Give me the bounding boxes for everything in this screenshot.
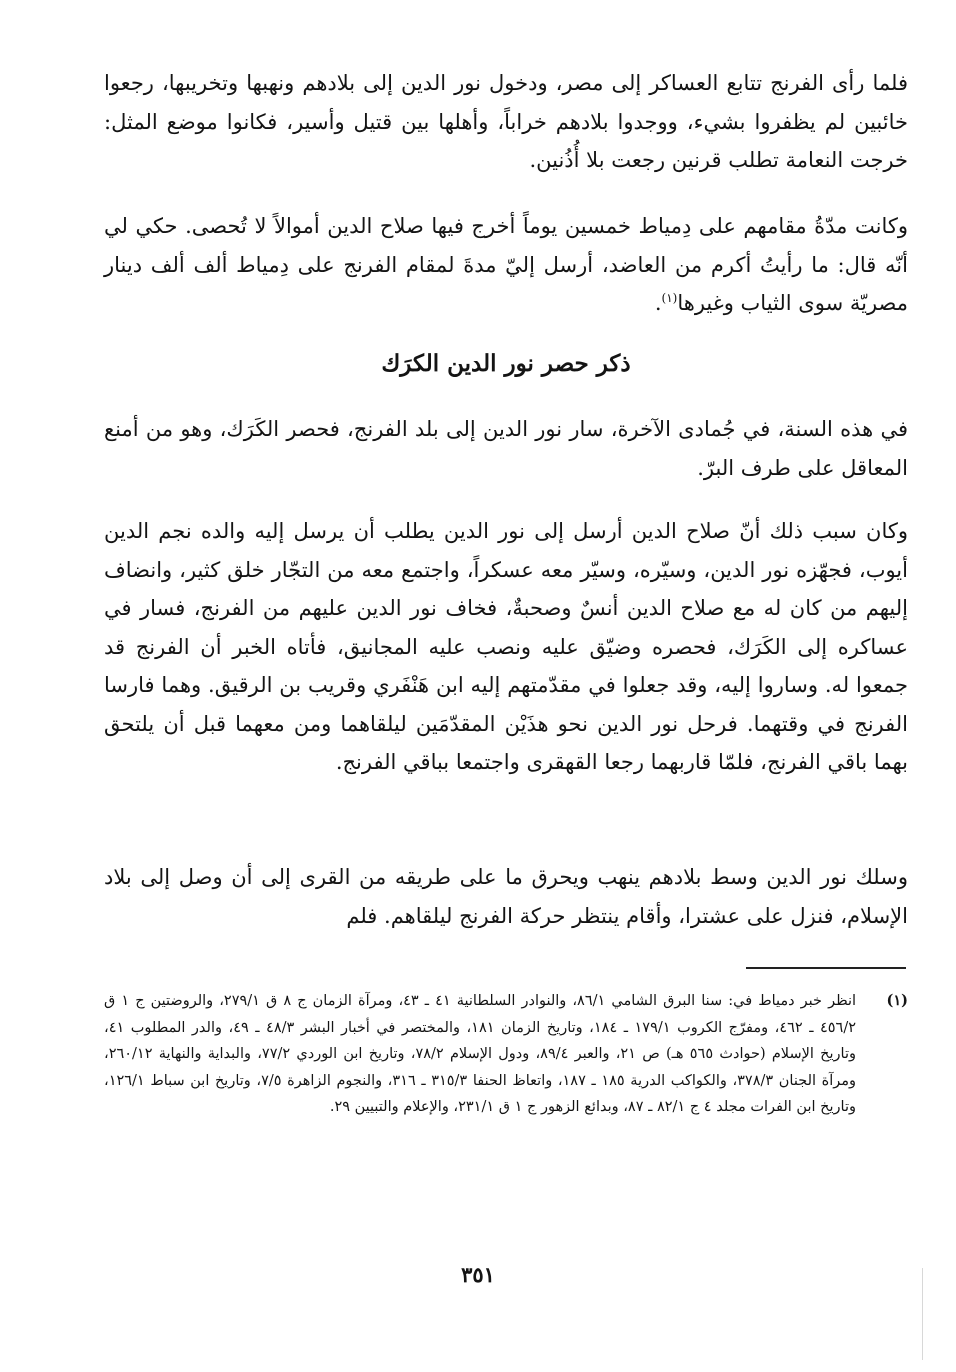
paragraph-3: في هذه السنة، في جُمادى الآخرة، سار نور الدين إلى بلد الفرنج، فحصر الكَرَك، وهو من أمنع المعاقل على طرف البرّ. [104,417,908,480]
paragraph-2-end: . [654,291,662,315]
paragraph-2-text: وكانت مدّةُ مقامهم على دِمياط خمسين يوماً أخرج فيها صلاح الدين أموالاً لا تُحصى. حكي لي أنّه قال: ما رأيتُ أكرم من العاضد، أرسل إليّ مدةَ لمقام الفرنج على دِمياط ألف ألف دينار مصريّة سوى الثياب وغيرها [104,214,908,315]
section-heading: ذكر حصر نور الدين الكرَك [381,350,631,377]
footnote-reference[interactable]: (١) [661,291,678,305]
paragraph-2 [104,207,908,323]
footnote-number: (١) [886,992,908,1009]
paragraph-5: وسلك نور الدين وسط بلادهم ينهب ويحرق ما على طريقه من القرى إلى أن وصل إلى بلاد الإسلام، فنزل على عشترا، وأقام ينتظر حركة الفرنج ليلقاهم. فلم [104,865,908,928]
footnote [104,988,908,1121]
footnote-text: انظر خبر دمياط في: سنا البرق الشامي ٨٦/١، والنوادر السلطانية ٤١ ـ ٤٣، ومرآة الزمان ج ٨ ق ٢٧٩/١، والروضتين ج ١ ق ٤٥٦/٢ ـ ٤٦٢، ومفرّج الكروب ١٧٩/١ ـ ١٨٤، وتاريخ الزمان ١٨١، والمختصر في أخبار البشر ٤٨/٣ ـ ٤٩، والدر المطلوب ٤١، وتاريخ الإسلام (حوادث ٥٦٥ هـ) ص ٢١، والعبر ٨٩/٤، ودول الإسلام ٧٨/٢، وتاريخ ابن الوردي ٧٧/٢، والبداية والنهاية ٢٦٠/١٢، ومرآة الجنان ٣٧٨/٣، والكواكب الدرية ١٨٥ ـ ١٨٧، واتعاظ الحنفا ٣١٥/٣ ـ ٣١٦، والنجوم الزاهرة ٧/٥، وتاريخ ابن سباط ١٢٦/١، وتاريخ ابن الفرات مجلد ٤ ج ٨٢/١ ـ ٨٧، وبدائع الزهور ج ١ ق ٢٣١/١، والإعلام والتبيين ٢٩. [104,993,857,1116]
page-number: ٣٥١ [461,1262,495,1287]
footnote-divider [746,967,906,969]
scan-edge-line [922,1268,923,1360]
paragraph-4: وكان سبب ذلك أنّ صلاح الدين أرسل إلى نور الدين يطلب أن يرسل إليه والده نجم الدين أيوب، فجهّزه نور الدين، وسيّره، وسيّر معه عسكراً، واجتمع معه من التجّار خلق كثير، وانضاف إليهم من كان له مع صلاح الدين أنسٌ وصحبةٌ، فخاف نور الدين عليهم من الفرنج، فسار في عساكره إلى الكَرَك، فحصره وضيّق عليه ونصب عليه المجانيق، فأتاه الخبر أن الفرنج قد جمعوا له. وساروا إليه، وقد جعلوا في مقدّمتهم إليه ابن هَنْفَري وقريب بن الرقيق. وهما فارسا الفرنج في وقتهما. فرحل نور الدين نحو هذَيْن المقدّمَين ليلقاهما ومن معهما قبل أن يلتحق بهما باقي الفرنج، فلمّا قاربهما رجعا القهقرى واجتمعا بباقي الفرنج. [104,519,908,774]
paragraph-1: فلما رأى الفرنج تتابع العساكر إلى مصر، ودخول نور الدين إلى بلادهم ونهبها وتخريبها، رجعوا خائبين لم يظفروا بشيء، ووجدوا بلادهم خراباً، وأهلها بين قتيل وأسير، فكانوا موضع المثل: خرجت النعامة تطلب قرنين رجعت بلا أُذُنين. [104,71,908,172]
